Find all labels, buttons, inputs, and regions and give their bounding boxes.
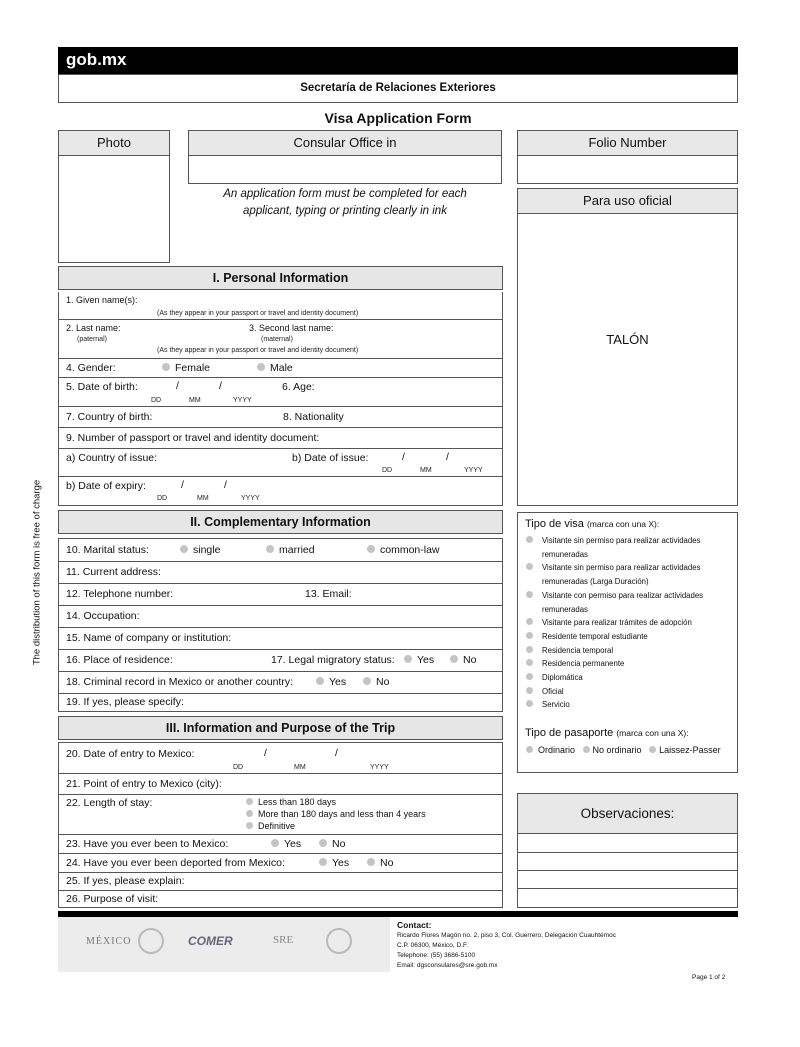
country-issue-label: a) Country of issue: [66,452,158,464]
dob-row[interactable] [59,378,502,407]
gender-male-option[interactable] [257,362,293,374]
contact-block [397,919,616,971]
occupation-label: 14. Occupation: [66,610,140,622]
radio-icon [526,563,533,570]
visa-option-label: remuneradas [542,549,588,559]
contact-address: Ricardo Flores Magón no. 2, piso 3, Col. Guerrero, Delegación Cuauhtémoc [397,932,616,939]
last-name-hint: (As they appear in your passport or travel and identity document) [157,347,359,354]
radio-icon [180,545,188,553]
folio-label: Folio Number [518,131,737,156]
form-title: Visa Application Form [324,110,472,126]
marital-label: 10. Marital status: [66,544,149,556]
marital-married-option[interactable] [266,544,315,556]
header-bar [58,47,738,74]
female-label: Female [175,362,211,374]
date-slash: / [446,451,449,463]
visa-option[interactable] [526,671,736,685]
folio-box[interactable] [517,130,738,184]
visa-option-label: Visitante sin permiso para realizar actividades [542,536,701,545]
radio-icon [526,591,533,598]
visa-option-label: Residencia temporal [542,645,614,655]
contact-email[interactable]: Email: dgsconsulares@sre.gob.mx [397,962,498,969]
last-name-label: 2. Last name: [66,323,121,333]
specify-label: 19. If yes, please specify: [66,696,184,708]
radio-icon [246,810,253,817]
personal-info-table [58,292,503,506]
radio-icon [526,646,533,653]
yyyy-hint: YYYY [370,764,389,771]
observations-box[interactable] [517,793,738,908]
stay-option-1[interactable] [246,797,336,807]
instructions-line-1: An application form must be completed for each [223,188,467,200]
radio-icon [526,632,533,639]
contact-postal: C.P. 06300, México, D.F. [397,942,469,949]
visa-option-label: Visitante sin permiso para realizar actividades [542,563,701,573]
observation-line [518,888,737,889]
radio-icon [526,700,533,707]
criminal-no-option[interactable] [363,676,389,688]
mexico-logo: MÉXICO [86,936,132,947]
address-row[interactable] [59,562,502,584]
yes-label: Yes [332,857,350,869]
passport-number-label: 9. Number of passport or travel and identity document: [66,432,320,444]
visa-option-label: Residente temporal estudiante [542,631,648,641]
single-label: single [193,544,221,556]
given-name-row[interactable] [59,292,502,320]
criminal-row [59,672,502,694]
radio-icon [526,618,533,625]
radio-icon [162,363,170,371]
visa-option-label: Visitante para realizar trámites de adopción [542,618,692,628]
radio-icon [319,858,327,866]
dd-hint: DD [233,764,244,771]
visa-type-box [517,512,738,773]
date-expiry-label: b) Date of expiry: [66,480,146,492]
radio-icon [316,677,324,685]
issue-row[interactable] [59,449,502,477]
passport-number-row[interactable] [59,428,502,449]
yyyy-hint: YYYY [241,495,260,502]
radio-icon [246,798,253,805]
mm-hint: MM [294,764,306,771]
ministry-name: Secretaría de Relaciones Exteriores [300,82,496,94]
photo-box[interactable] [58,130,170,263]
complementary-info-table [58,538,503,712]
visa-option-label: Visitante con permiso para realizar actividades [542,590,704,600]
photo-label: Photo [59,131,169,156]
legal-status-no-option[interactable] [450,654,476,666]
coat-of-arms-icon [138,928,164,954]
passport-option-ordinario[interactable] [526,745,575,755]
entry-date-row[interactable] [59,743,502,774]
visa-option[interactable] [526,644,736,658]
radio-icon [526,673,533,680]
gender-label: 4. Gender: [66,362,116,374]
date-slash: / [224,479,227,491]
yes-label: Yes [417,654,435,666]
instructions [188,186,502,220]
visa-option[interactable] [526,534,736,561]
radio-icon [246,822,253,829]
second-last-name-label: 3. Second last name: [249,323,334,333]
radio-icon [271,839,279,847]
section-trip-title: III. Information and Purpose of the Trip [58,716,503,740]
observation-line [518,852,737,853]
expiry-row[interactable] [59,477,502,505]
visa-option-label: remuneradas [542,604,588,614]
yyyy-hint: YYYY [233,397,252,404]
section-personal-title: I. Personal Information [58,266,503,290]
visa-option[interactable] [526,589,736,616]
dd-hint: DD [151,397,162,404]
visa-option-label: Diplomática [542,673,583,683]
passport-type-title: Tipo de pasaporte [525,727,614,739]
radio-icon [363,677,371,685]
mm-hint: MM [420,467,432,474]
radio-icon [526,536,533,543]
date-issue-label: b) Date of issue: [292,452,369,464]
comer-logo: COMER [188,934,233,948]
passport-option-label: Ordinario [538,745,576,755]
visa-type-heading [525,518,659,530]
no-label: No [463,654,477,666]
male-label: Male [270,362,293,374]
stay-option-3[interactable] [246,821,295,831]
official-use-label: Para uso oficial [518,189,737,214]
deported-label: 24. Have you ever been deported from Mexico: [66,857,285,869]
visa-option[interactable] [526,657,736,671]
visa-option[interactable] [526,616,736,630]
marital-common-law-option[interactable] [367,544,440,556]
observations-label: Observaciones: [518,794,737,834]
stay-option-label: Definitive [258,821,296,831]
visa-option-label: Servicio [542,700,570,710]
footer-logos [58,917,390,972]
stay-option-label: Less than 180 days [258,797,337,807]
legal-status-label: 17. Legal migratory status: [271,654,395,666]
date-slash: / [402,451,405,463]
last-name-row[interactable] [59,320,502,359]
sre-logo: SRE [273,934,294,946]
visa-options-list [526,534,736,712]
page-number: Page 1 of 2 [692,974,726,981]
date-slash: / [219,380,222,392]
passport-type-hint: (marca con una X): [616,728,689,738]
mm-hint: MM [197,495,209,502]
dd-hint: DD [382,467,393,474]
address-label: 11. Current address: [66,566,161,578]
occupation-row[interactable] [59,606,502,628]
country-birth-label: 7. Country of birth: [66,411,153,423]
radio-icon [266,545,274,553]
section-complementary-title: II. Complementary Information [58,510,503,534]
given-name-hint: (As they appear in your passport or travel and identity document) [157,310,359,317]
radio-icon [367,858,375,866]
yes-label: Yes [284,838,302,850]
instructions-line-2: applicant, typing or printing clearly in ink [243,205,447,217]
consular-office-label: Consular Office in [189,131,501,156]
visa-type-title: Tipo de visa [525,518,584,530]
age-label: 6. Age: [282,381,315,393]
visa-option-label: Oficial [542,686,564,696]
entry-point-row[interactable] [59,774,502,795]
criminal-yes-option[interactable] [316,676,346,688]
telephone-label: 12. Telephone number: [66,588,174,600]
visa-option-label: Residencia permanente [542,659,625,669]
stay-option-2[interactable] [246,809,426,819]
trip-info-table [58,742,503,908]
paternal-hint: (paternal) [77,336,107,343]
yyyy-hint: YYYY [464,467,483,474]
no-label: No [376,676,390,688]
contact-telephone: Telephone: (55) 3686-5100 [397,952,476,959]
sre-seal-icon [326,928,352,954]
date-slash: / [264,747,267,759]
entry-date-label: 20. Date of entry to Mexico: [66,748,195,760]
no-label: No [380,857,394,869]
birth-country-row[interactable] [59,407,502,428]
radio-icon [526,659,533,666]
date-slash: / [181,479,184,491]
common-law-label: common-law [380,544,440,556]
yes-label: Yes [329,676,347,688]
stay-label: 22. Length of stay: [66,797,153,809]
official-use-box [517,188,738,506]
contact-title: Contact: [397,920,432,930]
radio-icon [404,655,412,663]
passport-type-heading [525,727,689,739]
ministry-bar [58,74,738,103]
visa-option[interactable] [526,685,736,699]
nationality-label: 8. Nationality [283,411,344,423]
given-name-label: 1. Given name(s): [66,295,138,305]
contact-row[interactable] [59,584,502,606]
dob-label: 5. Date of birth: [66,381,138,393]
talon-label: TALÓN [606,332,649,347]
marital-row [59,539,502,562]
side-note: The distribution of this form is free of charge [31,479,43,666]
legal-status-yes-option[interactable] [404,654,434,666]
visa-option[interactable] [526,630,736,644]
visa-type-hint: (marca con una X): [586,519,660,529]
radio-icon [367,545,375,553]
visa-option[interactable] [526,561,736,588]
residence-label: 16. Place of residence: [66,654,173,666]
deported-row [59,854,502,873]
maternal-hint: (maternal) [261,336,293,343]
purpose-row[interactable] [59,891,502,908]
explain-label: 25. If yes, please explain: [66,875,185,887]
radio-icon [649,746,656,753]
residence-row [59,650,502,672]
passport-option-laissez-passer[interactable] [649,745,721,755]
visa-option[interactable] [526,698,736,712]
passport-type-options [526,745,721,755]
radio-icon [319,839,327,847]
radio-icon [526,687,533,694]
passport-option-no-ordinario[interactable] [583,745,642,755]
passport-option-label: No ordinario [592,745,642,755]
been-before-yes-option[interactable] [271,838,301,850]
radio-icon [583,746,590,753]
company-row[interactable] [59,628,502,650]
been-before-row [59,835,502,854]
purpose-label: 26. Purpose of visit: [66,893,159,905]
date-slash: / [176,380,179,392]
gender-female-option[interactable] [162,362,210,374]
married-label: married [279,544,315,556]
visa-option-label: remuneradas (Larga Duración) [542,577,649,587]
consular-office-box[interactable] [188,130,502,184]
radio-icon [450,655,458,663]
gender-row [59,359,502,378]
observation-line [518,870,737,871]
been-before-label: 23. Have you ever been to Mexico: [66,838,229,850]
stay-option-label: More than 180 days and less than 4 years [258,809,426,819]
radio-icon [257,363,265,371]
stay-row [59,795,502,835]
date-slash: / [335,747,338,759]
company-label: 15. Name of company or institution: [66,632,232,644]
mm-hint: MM [189,397,201,404]
dd-hint: DD [157,495,168,502]
no-label: No [332,838,346,850]
explain-row[interactable] [59,873,502,891]
email-label: 13. Email: [305,588,352,600]
brand-logo: gob.mx [66,50,127,69]
deported-yes-option[interactable] [319,857,349,869]
been-before-no-option[interactable] [319,838,345,850]
criminal-label: 18. Criminal record in Mexico or another country: [66,676,294,688]
specify-row[interactable] [59,694,502,712]
radio-icon [526,746,533,753]
marital-single-option[interactable] [180,544,220,556]
entry-point-label: 21. Point of entry to Mexico (city): [66,778,222,790]
passport-option-label: Laissez-Passer [659,745,721,755]
deported-no-option[interactable] [367,857,393,869]
